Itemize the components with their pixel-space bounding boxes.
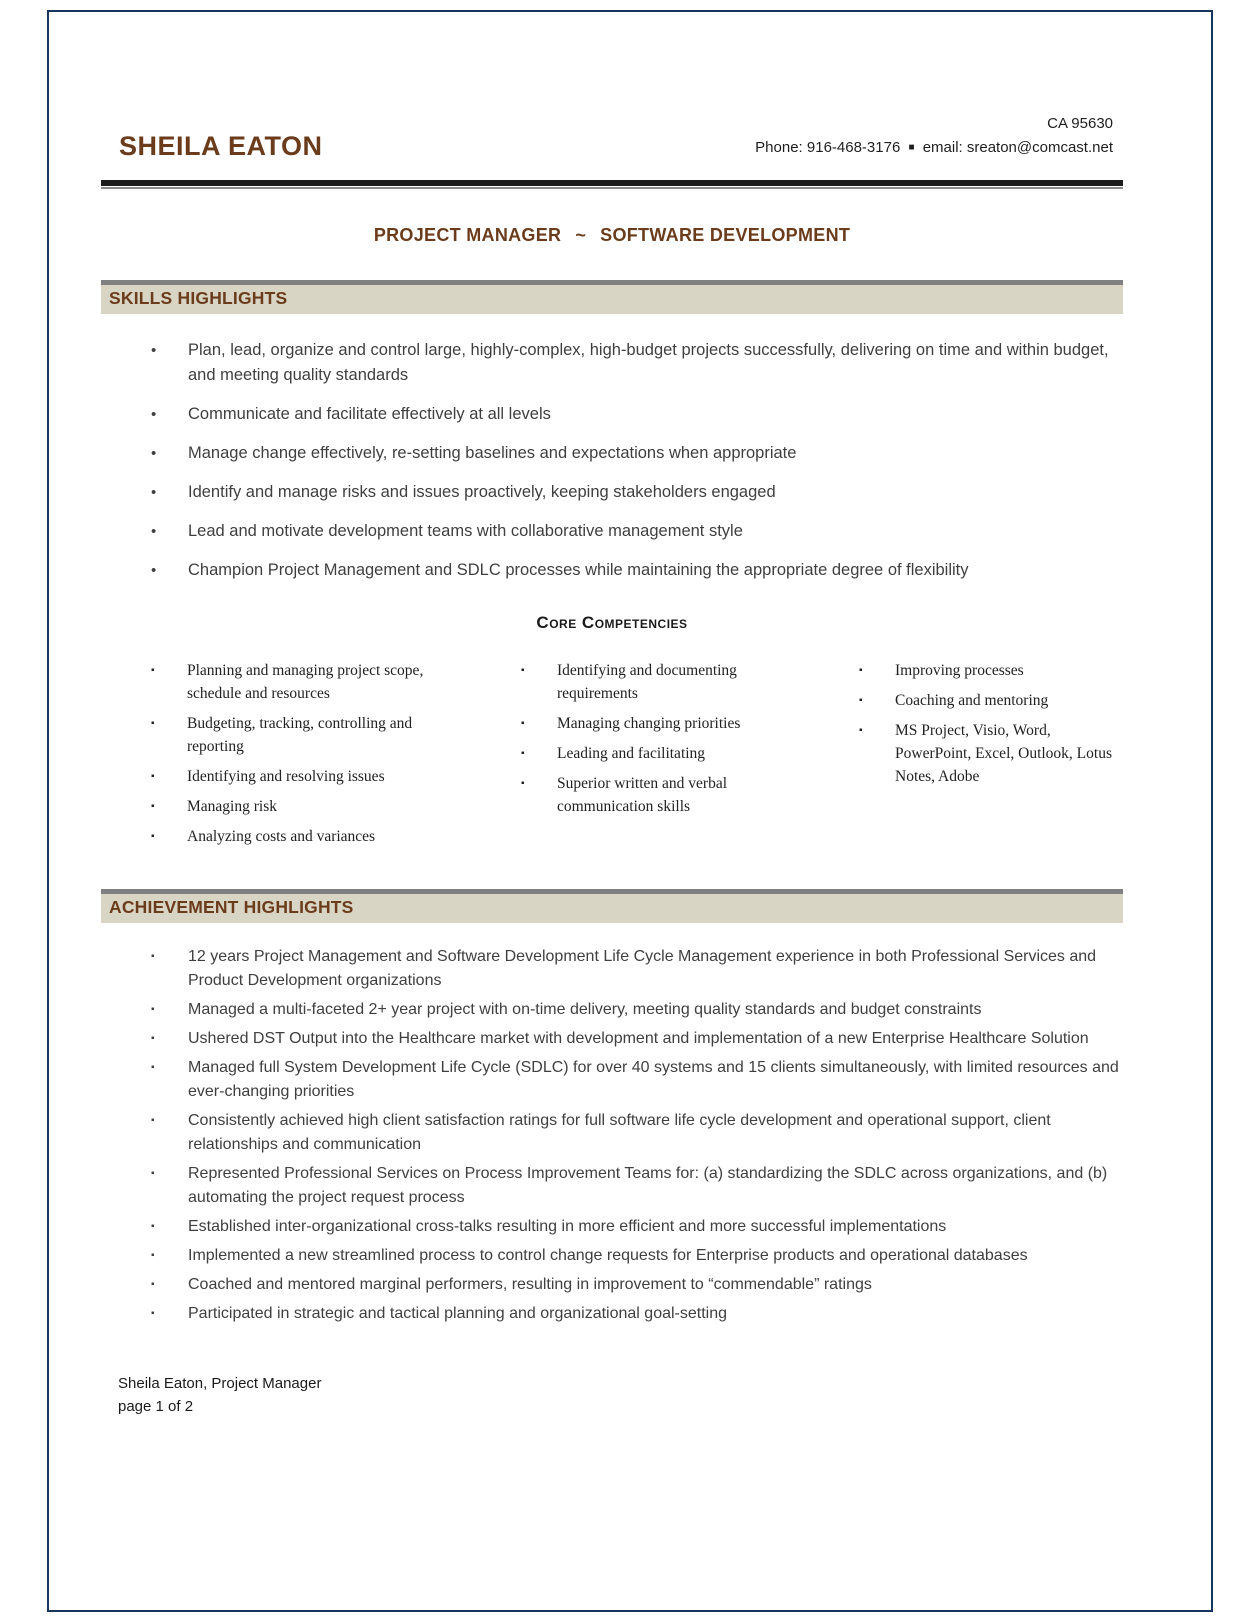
achievement-text: Participated in strategic and tactical planning and organizational goal-setting: [188, 1305, 728, 1322]
square-bullet-icon: ▪: [151, 1168, 155, 1179]
header: [101, 112, 1123, 162]
square-bullet-icon: ▪: [151, 1221, 155, 1232]
square-separator-icon: ■: [908, 142, 915, 153]
competency-text: Budgeting, tracking, controlling and reporting: [187, 715, 413, 755]
competency-column: [521, 659, 809, 855]
square-bullet-icon: ▪: [521, 665, 525, 676]
title-left: PROJECT MANAGER: [373, 225, 562, 245]
competency-text: Managing changing priorities: [557, 715, 741, 732]
list-item: [151, 712, 471, 758]
competency-text: Identifying and documenting requirements: [557, 662, 737, 702]
email-text: email: sreaton@comcast.net: [922, 139, 1113, 156]
page-number: page 1 of 2: [118, 1398, 194, 1415]
section-header-achievements: ACHIEVEMENT HIGHLIGHTS: [101, 889, 1123, 923]
competency-text: MS Project, Visio, Word, PowerPoint, Excel, Outlook, Lotus Notes, Adobe: [895, 722, 1112, 785]
competency-text: Superior written and verbal communication skills: [557, 775, 728, 815]
square-bullet-icon: ▪: [151, 718, 155, 729]
list-item: [521, 659, 809, 705]
skills-bullet-text: Communicate and facilitate effectively at all levels: [188, 405, 551, 423]
list-item: [521, 742, 809, 765]
title-right: SOFTWARE DEVELOPMENT: [600, 225, 851, 245]
square-bullet-icon: ▪: [151, 1308, 155, 1319]
list-item: [151, 1215, 1123, 1239]
bullet-icon: •: [151, 484, 157, 501]
list-item: [521, 712, 809, 735]
page-footer: [101, 1372, 1123, 1418]
list-item: [151, 795, 471, 818]
skills-bullet-text: Identify and manage risks and issues proactively, keeping stakeholders engaged: [188, 483, 776, 501]
achievement-text: Managed a multi-faceted 2+ year project with on-time delivery, meeting quality standards and budget constraints: [188, 1001, 982, 1018]
footer-name: Sheila Eaton, Project Manager: [118, 1375, 322, 1392]
list-item: [859, 689, 1123, 712]
resume-page: [47, 10, 1213, 1612]
square-bullet-icon: ▪: [151, 1004, 155, 1015]
competency-text: Analyzing costs and variances: [187, 828, 376, 845]
bullet-icon: •: [151, 523, 157, 540]
square-bullet-icon: ▪: [859, 695, 863, 706]
list-item: [151, 998, 1123, 1022]
list-item: [151, 1244, 1123, 1268]
square-bullet-icon: ▪: [151, 831, 155, 842]
bullet-icon: •: [151, 445, 157, 462]
contact-block: [755, 112, 1113, 162]
list-item: [859, 719, 1123, 788]
bullet-icon: •: [151, 406, 157, 423]
square-bullet-icon: ▪: [151, 1250, 155, 1261]
list-item: [151, 659, 471, 705]
list-item: [151, 1056, 1123, 1104]
page-content: [49, 112, 1211, 1418]
list-item: [151, 945, 1123, 993]
achievement-text: Established inter-organizational cross-talks resulting in more efficient and more successful implementations: [188, 1218, 947, 1235]
square-bullet-icon: ▪: [859, 665, 863, 676]
square-bullet-icon: ▪: [151, 1279, 155, 1290]
list-item: [151, 1109, 1123, 1157]
competency-text: Managing risk: [187, 798, 277, 815]
core-competencies-heading: Core Competencies: [536, 613, 688, 632]
achievements-list: [101, 945, 1123, 1326]
location-text: CA 95630: [1047, 115, 1113, 132]
core-competencies-columns: [151, 659, 1123, 855]
skills-bullet-text: Champion Project Management and SDLC processes while maintaining the appropriate degree of flexibility: [188, 561, 969, 579]
list-item: [859, 659, 1123, 682]
square-bullet-icon: ▪: [521, 778, 525, 789]
square-bullet-icon: ▪: [151, 1033, 155, 1044]
competency-text: Improving processes: [895, 662, 1024, 679]
achievement-text: Ushered DST Output into the Healthcare market with development and implementation of a new Enterprise Healthcare Solution: [188, 1030, 1089, 1047]
competency-text: Leading and facilitating: [557, 745, 706, 762]
square-bullet-icon: ▪: [521, 718, 525, 729]
list-item: [151, 558, 1123, 583]
competency-text: Identifying and resolving issues: [187, 768, 385, 785]
achievement-text: Represented Professional Services on Process Improvement Teams for: (a) standardizing the SDLC across organizations, and (b) automating the project request process: [188, 1165, 1108, 1206]
achievement-text: Coached and mentored marginal performers, resulting in improvement to “commendable” ratings: [188, 1276, 872, 1293]
title-tilde: ~: [575, 225, 587, 245]
list-item: [151, 1027, 1123, 1051]
skills-list: [101, 338, 1123, 583]
competency-text: Coaching and mentoring: [895, 692, 1049, 709]
achievement-text: Consistently achieved high client satisfaction ratings for full software life cycle development and operational support, client relationships and communication: [188, 1112, 1051, 1153]
skills-bullet-text: Plan, lead, organize and control large, highly-complex, high-budget projects successfully, delivering on time and within budget, and meeting quality standards: [188, 341, 1109, 384]
skills-bullet-text: Lead and motivate development teams with collaborative management style: [188, 522, 743, 540]
list-item: [151, 402, 1123, 427]
competency-column: [859, 659, 1123, 855]
list-item: [151, 338, 1123, 388]
list-item: [151, 441, 1123, 466]
square-bullet-icon: ▪: [151, 665, 155, 676]
header-divider: [101, 180, 1123, 189]
achievement-text: Managed full System Development Life Cycle (SDLC) for over 40 systems and 15 clients simultaneously, with limited resources and ever-changing priorities: [188, 1059, 1119, 1100]
list-item: [521, 772, 809, 818]
list-item: [151, 825, 471, 848]
square-bullet-icon: ▪: [151, 1115, 155, 1126]
square-bullet-icon: ▪: [151, 771, 155, 782]
page-title: [101, 225, 1123, 246]
bullet-icon: •: [151, 562, 157, 579]
list-item: [151, 1162, 1123, 1210]
person-name: SHEILA EATON: [119, 131, 323, 161]
competency-column: [151, 659, 471, 855]
phone-text: Phone: 916-468-3176: [755, 139, 901, 156]
bullet-icon: •: [151, 342, 157, 359]
achievement-text: 12 years Project Management and Software Development Life Cycle Management experience in both Professional Services and Product Development organizations: [188, 948, 1097, 989]
square-bullet-icon: ▪: [859, 725, 863, 736]
list-item: [151, 765, 471, 788]
square-bullet-icon: ▪: [521, 748, 525, 759]
list-item: [151, 519, 1123, 544]
skills-bullet-text: Manage change effectively, re-setting baselines and expectations when appropriate: [188, 444, 797, 462]
list-item: [151, 1302, 1123, 1326]
achievement-text: Implemented a new streamlined process to control change requests for Enterprise products and operational databases: [188, 1247, 1028, 1264]
square-bullet-icon: ▪: [151, 801, 155, 812]
square-bullet-icon: ▪: [151, 1062, 155, 1073]
list-item: [151, 480, 1123, 505]
competency-text: Planning and managing project scope, schedule and resources: [187, 662, 424, 702]
list-item: [151, 1273, 1123, 1297]
contact-line: [755, 136, 1113, 162]
section-header-skills: SKILLS HIGHLIGHTS: [101, 280, 1123, 314]
square-bullet-icon: ▪: [151, 951, 155, 962]
